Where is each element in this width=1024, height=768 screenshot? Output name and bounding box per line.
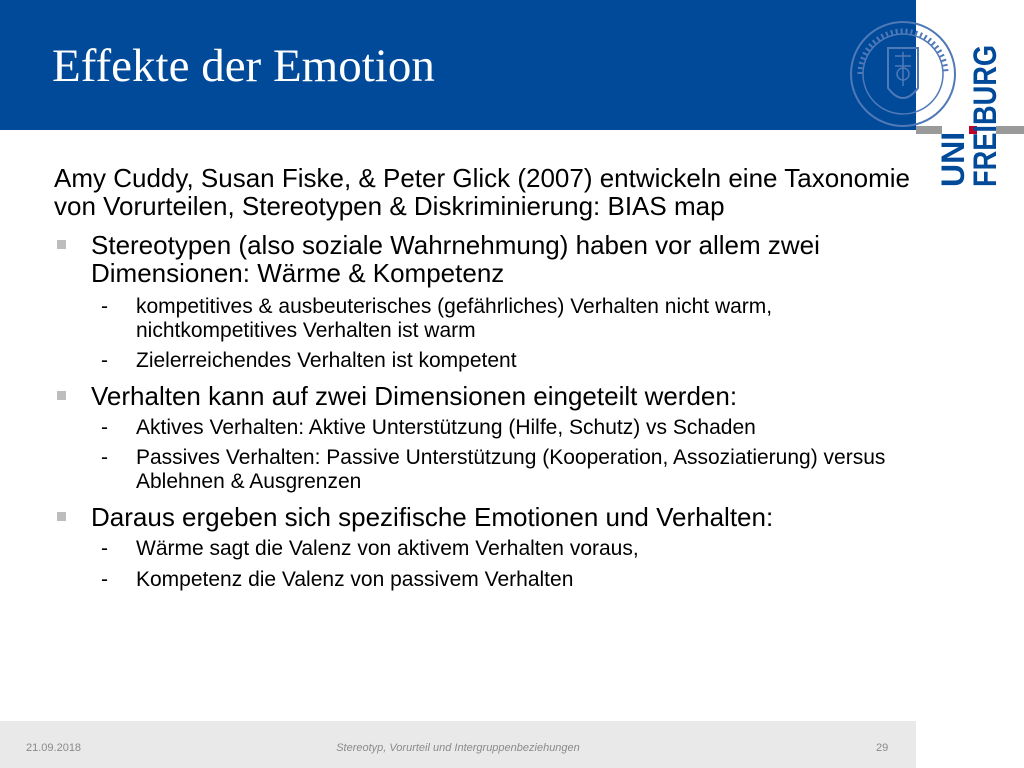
slide-title: Effekte der Emotion — [52, 40, 435, 92]
slide-footer — [0, 721, 916, 768]
dash-marker: - — [101, 446, 108, 469]
sub-item-text: Passives Verhalten: Passive Unterstützung (Kooperation, Assoziatierung) versus Ablehnen & Ausgrenzen — [136, 446, 886, 493]
bullet-item — [54, 503, 914, 592]
sub-item — [91, 349, 914, 373]
dash-marker: - — [101, 537, 108, 560]
dash-marker: - — [101, 349, 108, 372]
bullet-list — [54, 231, 914, 592]
header-band — [0, 0, 916, 130]
sub-item-text: Zielerreichendes Verhalten ist kompetent — [136, 349, 517, 372]
sub-item-text: Aktives Verhalten: Aktive Unterstützung (Hilfe, Schutz) vs Schaden — [136, 416, 756, 439]
bullet-text: Daraus ergeben sich spezifische Emotionen und Verhalten: — [91, 502, 774, 532]
sub-item — [91, 416, 914, 440]
sub-list — [91, 537, 914, 592]
sub-list — [91, 295, 914, 373]
dash-marker: - — [101, 568, 108, 591]
footer-title: Stereotyp, Vorurteil und Intergruppenbeziehungen — [336, 742, 580, 754]
footer-date: 21.09.2018 — [26, 742, 82, 754]
sub-item-text: Kompetenz die Valenz von passivem Verhalten — [136, 568, 574, 591]
sub-item — [91, 295, 914, 343]
dash-marker: - — [101, 416, 108, 439]
sub-item-text: kompetitives & ausbeuterisches (gefährliches) Verhalten nicht warm, nichtkompetitives Verhalten ist warm — [136, 295, 773, 342]
page-number: 29 — [876, 742, 889, 754]
square-bullet-icon — [57, 512, 66, 521]
bullet-text: Verhalten kann auf zwei Dimensionen eingeteilt werden: — [91, 381, 738, 411]
sub-item — [91, 568, 914, 592]
dash-marker: - — [101, 295, 108, 318]
square-bullet-icon — [57, 391, 66, 400]
logo-text-uni: UNI — [935, 131, 971, 187]
uni-freiburg-logo — [916, 0, 1024, 200]
square-bullet-icon — [57, 240, 66, 249]
bullet-item — [54, 231, 914, 373]
sub-list — [91, 416, 914, 494]
intro-paragraph: Amy Cuddy, Susan Fiske, & Peter Glick (2007) entwickeln eine Taxonomie von Vorurteilen, Stereotypen & Diskriminierung: BIAS map — [54, 163, 910, 221]
sub-item — [91, 537, 914, 561]
logo-text-freiburg: FREIBURG — [967, 19, 1003, 187]
sub-item-text: Wärme sagt die Valenz von aktivem Verhalten voraus, — [136, 537, 639, 560]
bullet-text: Stereotypen (also soziale Wahrnehmung) haben vor allem zwei Dimensionen: Wärme & Kompetenz — [91, 230, 820, 288]
sub-item — [91, 446, 914, 494]
slide-body — [54, 164, 914, 592]
bullet-item — [54, 382, 914, 494]
